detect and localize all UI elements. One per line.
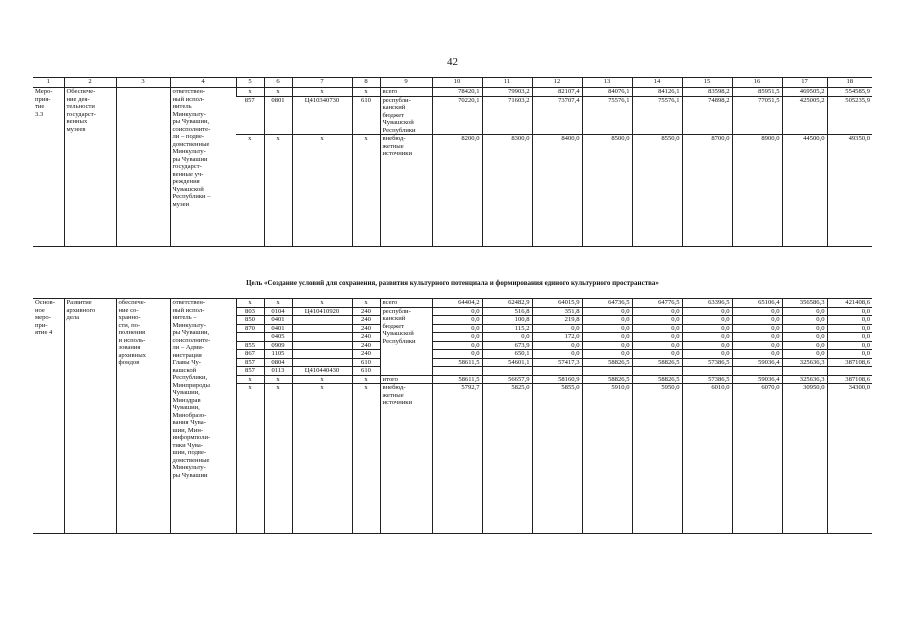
funding-source: внебюд- жетные источники bbox=[380, 384, 432, 534]
amount-cell: 0,0 bbox=[827, 324, 872, 333]
amount-cell: 0,0 bbox=[432, 307, 482, 316]
event-goal: обеспече- ние со- хранно- сти, по- полнения и исполь- зования архивных фондов bbox=[116, 299, 170, 534]
amount-cell: 0,0 bbox=[682, 350, 732, 359]
code-target: Ц410340730 bbox=[292, 96, 352, 135]
code-grbs: 867 bbox=[236, 350, 264, 359]
column-number: 7 bbox=[292, 78, 352, 88]
amount-cell: 0,0 bbox=[582, 316, 632, 325]
budget-table-block-2 bbox=[33, 298, 872, 534]
amount-cell: 219,8 bbox=[532, 316, 582, 325]
code-grbs: х bbox=[236, 135, 264, 247]
amount-cell: 8300,0 bbox=[482, 135, 532, 247]
column-number: 5 bbox=[236, 78, 264, 88]
column-number: 17 bbox=[782, 78, 827, 88]
code-expense-type: х bbox=[352, 135, 380, 247]
amount-cell bbox=[482, 367, 532, 376]
amount-cell bbox=[432, 367, 482, 376]
amount-cell: 0,0 bbox=[782, 333, 827, 342]
amount-cell: 0,0 bbox=[827, 307, 872, 316]
amount-cell: 64404,2 bbox=[432, 299, 482, 308]
amount-cell: 57386,5 bbox=[682, 375, 732, 384]
amount-cell: 0,0 bbox=[582, 341, 632, 350]
code-grbs: 850 bbox=[236, 316, 264, 325]
amount-cell: 100,8 bbox=[482, 316, 532, 325]
code-target: х bbox=[292, 299, 352, 308]
amount-cell: 0,0 bbox=[582, 350, 632, 359]
amount-cell: 425005,2 bbox=[782, 96, 827, 135]
amount-cell bbox=[582, 367, 632, 376]
code-section: 0104 bbox=[264, 307, 292, 316]
amount-cell: 82107,4 bbox=[532, 88, 582, 97]
amount-cell: 6010,0 bbox=[682, 384, 732, 534]
amount-cell bbox=[732, 367, 782, 376]
column-number: 11 bbox=[482, 78, 532, 88]
column-number: 13 bbox=[582, 78, 632, 88]
amount-cell: 0,0 bbox=[432, 341, 482, 350]
table-row bbox=[33, 88, 872, 97]
code-section: х bbox=[264, 375, 292, 384]
amount-cell: 0,0 bbox=[827, 350, 872, 359]
amount-cell: 59036,4 bbox=[732, 375, 782, 384]
amount-cell: 84126,1 bbox=[632, 88, 682, 97]
event-number: Меро- прия- тие 3.3 bbox=[35, 88, 53, 118]
code-section: 0401 bbox=[264, 324, 292, 333]
code-target bbox=[292, 350, 352, 359]
funding-source: внебюд- жетные источники bbox=[380, 135, 432, 247]
code-target bbox=[292, 316, 352, 325]
code-expense-type: х bbox=[352, 375, 380, 384]
amount-cell: 650,1 bbox=[482, 350, 532, 359]
column-number: 8 bbox=[352, 78, 380, 88]
code-expense-type: х bbox=[352, 299, 380, 308]
code-section: х bbox=[264, 135, 292, 247]
amount-cell: 0,0 bbox=[732, 307, 782, 316]
code-target: х bbox=[292, 135, 352, 247]
amount-cell: 0,0 bbox=[632, 316, 682, 325]
column-number: 2 bbox=[64, 78, 116, 88]
amount-cell: 0,0 bbox=[532, 350, 582, 359]
amount-cell: 8200,0 bbox=[432, 135, 482, 247]
code-section: 0113 bbox=[264, 367, 292, 376]
code-expense-type: 240 bbox=[352, 307, 380, 316]
amount-cell: 505235,9 bbox=[827, 96, 872, 135]
column-number: 15 bbox=[682, 78, 732, 88]
amount-cell: 58611,5 bbox=[432, 358, 482, 367]
amount-cell: 0,0 bbox=[732, 333, 782, 342]
amount-cell: 0,0 bbox=[482, 333, 532, 342]
amount-cell: 0,0 bbox=[582, 307, 632, 316]
amount-cell: 387108,6 bbox=[827, 358, 872, 367]
code-grbs: 855 bbox=[236, 341, 264, 350]
amount-cell bbox=[532, 367, 582, 376]
amount-cell: 5950,0 bbox=[632, 384, 682, 534]
amount-cell: 58826,5 bbox=[632, 375, 682, 384]
amount-cell: 64015,9 bbox=[532, 299, 582, 308]
amount-cell: 516,8 bbox=[482, 307, 532, 316]
amount-cell: 58826,5 bbox=[582, 358, 632, 367]
responsible-executor: ответствен- ный испол- нитель Минкульту- ры Чувашии, соисполните- ли – подве- домственные Минкульту- ры Чувашии государст- венные уч- реждения Чувашской Республики – музеи bbox=[170, 88, 236, 247]
amount-cell: 0,0 bbox=[782, 341, 827, 350]
amount-cell: 0,0 bbox=[732, 324, 782, 333]
code-section: 0405 bbox=[264, 333, 292, 342]
code-section: х bbox=[264, 384, 292, 534]
amount-cell bbox=[632, 367, 682, 376]
amount-cell: 8700,0 bbox=[682, 135, 732, 247]
code-expense-type: х bbox=[352, 88, 380, 97]
amount-cell: 0,0 bbox=[682, 316, 732, 325]
amount-cell: 0,0 bbox=[732, 341, 782, 350]
code-grbs: 857 bbox=[236, 358, 264, 367]
amount-cell: 0,0 bbox=[782, 316, 827, 325]
amount-cell: 77051,5 bbox=[732, 96, 782, 135]
code-expense-type: х bbox=[352, 384, 380, 534]
amount-cell: 5825,0 bbox=[482, 384, 532, 534]
column-number: 1 bbox=[33, 78, 64, 88]
amount-cell: 421408,6 bbox=[827, 299, 872, 308]
table-row bbox=[33, 299, 872, 308]
amount-cell: 64776,5 bbox=[632, 299, 682, 308]
code-section: 0909 bbox=[264, 341, 292, 350]
amount-cell: 0,0 bbox=[632, 324, 682, 333]
column-number: 10 bbox=[432, 78, 482, 88]
amount-cell: 78420,1 bbox=[432, 88, 482, 97]
code-expense-type: 240 bbox=[352, 324, 380, 333]
code-target: х bbox=[292, 384, 352, 534]
amount-cell: 0,0 bbox=[782, 307, 827, 316]
amount-cell bbox=[827, 367, 872, 376]
amount-cell: 0,0 bbox=[732, 316, 782, 325]
code-target: Ц410410920 bbox=[292, 307, 352, 316]
amount-cell: 34300,0 bbox=[827, 384, 872, 534]
code-grbs: х bbox=[236, 88, 264, 97]
amount-cell: 0,0 bbox=[632, 341, 682, 350]
code-target: х bbox=[292, 88, 352, 97]
amount-cell: 325636,3 bbox=[782, 375, 827, 384]
code-grbs: х bbox=[236, 299, 264, 308]
event-goal bbox=[116, 88, 170, 247]
amount-cell: 0,0 bbox=[432, 316, 482, 325]
funding-source: итого bbox=[380, 375, 432, 384]
amount-cell: 0,0 bbox=[682, 324, 732, 333]
amount-cell bbox=[782, 367, 827, 376]
code-expense-type: 240 bbox=[352, 350, 380, 359]
code-expense-type: 240 bbox=[352, 333, 380, 342]
amount-cell bbox=[682, 367, 732, 376]
code-section: 0801 bbox=[264, 96, 292, 135]
amount-cell: 63396,5 bbox=[682, 299, 732, 308]
amount-cell: 673,9 bbox=[482, 341, 532, 350]
column-number: 4 bbox=[170, 78, 236, 88]
responsible-executor: ответствен- ный испол- нитель – Минкульту- ры Чувашии, соисполните- ли – Адми- нистрация Главы Чу- вашской Республики, Минприроды Чувашии, Минздрав Чувашии, Минобразо- вания Чува- шии, Мин- информполи- тики Чува- шии, подве- домственные Минкульту- ры Чувашии bbox=[170, 299, 236, 534]
amount-cell: 58611,5 bbox=[432, 375, 482, 384]
code-target bbox=[292, 358, 352, 367]
code-expense-type: 610 bbox=[352, 367, 380, 376]
code-section: х bbox=[264, 299, 292, 308]
amount-cell: 469505,2 bbox=[782, 88, 827, 97]
amount-cell: 0,0 bbox=[432, 324, 482, 333]
amount-cell: 58160,9 bbox=[532, 375, 582, 384]
code-target: Ц410440430 bbox=[292, 367, 352, 376]
amount-cell: 30950,0 bbox=[782, 384, 827, 534]
amount-cell: 54601,1 bbox=[482, 358, 532, 367]
code-target bbox=[292, 324, 352, 333]
amount-cell: 0,0 bbox=[582, 324, 632, 333]
amount-cell: 59036,4 bbox=[732, 358, 782, 367]
amount-cell: 0,0 bbox=[432, 350, 482, 359]
event-number: Основ- ное меро- при- ятие 4 bbox=[35, 299, 55, 336]
funding-source: республи- канский бюджет Чувашской Республики bbox=[380, 307, 432, 375]
code-expense-type: 240 bbox=[352, 341, 380, 350]
header-row bbox=[33, 78, 872, 88]
code-expense-type: 610 bbox=[352, 96, 380, 135]
amount-cell: 0,0 bbox=[682, 341, 732, 350]
amount-cell: 5855,0 bbox=[532, 384, 582, 534]
code-grbs: 857 bbox=[236, 96, 264, 135]
column-number: 18 bbox=[827, 78, 872, 88]
amount-cell: 0,0 bbox=[632, 333, 682, 342]
event-name: Обеспече- ние дея- тельности государст- венных музеев bbox=[64, 88, 116, 247]
code-grbs: х bbox=[236, 375, 264, 384]
amount-cell: 57386,5 bbox=[682, 358, 732, 367]
amount-cell: 0,0 bbox=[532, 341, 582, 350]
amount-cell: 8550,0 bbox=[632, 135, 682, 247]
amount-cell: 351,8 bbox=[532, 307, 582, 316]
funding-source: республи- канский бюджет Чувашской Республики bbox=[380, 96, 432, 135]
code-grbs: 857 bbox=[236, 367, 264, 376]
column-number: 14 bbox=[632, 78, 682, 88]
amount-cell: 44500,0 bbox=[782, 135, 827, 247]
code-grbs: х bbox=[236, 384, 264, 534]
amount-cell: 62482,9 bbox=[482, 299, 532, 308]
amount-cell: 0,0 bbox=[827, 316, 872, 325]
amount-cell: 0,0 bbox=[432, 333, 482, 342]
amount-cell: 0,0 bbox=[582, 333, 632, 342]
funding-source: всего bbox=[380, 88, 432, 97]
event-name: Развитие архивного дела bbox=[64, 299, 116, 534]
amount-cell: 8400,0 bbox=[532, 135, 582, 247]
amount-cell: 554585,9 bbox=[827, 88, 872, 97]
column-number: 16 bbox=[732, 78, 782, 88]
amount-cell: 56657,9 bbox=[482, 375, 532, 384]
goal-heading: Цель «Создание условий для сохранения, развития культурного потенциала и формирования единого культурного пространства» bbox=[246, 279, 659, 287]
code-section: 0401 bbox=[264, 316, 292, 325]
amount-cell: 49350,0 bbox=[827, 135, 872, 247]
column-number: 9 bbox=[380, 78, 432, 88]
amount-cell: 8900,0 bbox=[732, 135, 782, 247]
code-grbs: 803 bbox=[236, 307, 264, 316]
code-expense-type: 610 bbox=[352, 358, 380, 367]
column-number: 6 bbox=[264, 78, 292, 88]
code-grbs bbox=[236, 333, 264, 342]
amount-cell: 75576,1 bbox=[632, 96, 682, 135]
code-target: х bbox=[292, 375, 352, 384]
amount-cell: 83598,2 bbox=[682, 88, 732, 97]
amount-cell: 70220,1 bbox=[432, 96, 482, 135]
funding-source: всего bbox=[380, 299, 432, 308]
amount-cell: 73707,4 bbox=[532, 96, 582, 135]
amount-cell: 0,0 bbox=[782, 324, 827, 333]
amount-cell: 74898,2 bbox=[682, 96, 732, 135]
page-number: 42 bbox=[447, 56, 458, 68]
code-target bbox=[292, 341, 352, 350]
code-section: 1105 bbox=[264, 350, 292, 359]
amount-cell: 0,0 bbox=[682, 307, 732, 316]
amount-cell: 5792,7 bbox=[432, 384, 482, 534]
amount-cell: 65106,4 bbox=[732, 299, 782, 308]
amount-cell: 0,0 bbox=[782, 350, 827, 359]
code-expense-type: 240 bbox=[352, 316, 380, 325]
code-grbs: 870 bbox=[236, 324, 264, 333]
code-section: х bbox=[264, 88, 292, 97]
code-section: 0804 bbox=[264, 358, 292, 367]
amount-cell: 57417,3 bbox=[532, 358, 582, 367]
amount-cell: 172,0 bbox=[532, 333, 582, 342]
budget-table-block-1 bbox=[33, 77, 872, 247]
amount-cell: 6070,0 bbox=[732, 384, 782, 534]
amount-cell: 0,0 bbox=[732, 350, 782, 359]
amount-cell: 8500,0 bbox=[582, 135, 632, 247]
amount-cell: 387108,6 bbox=[827, 375, 872, 384]
amount-cell: 85951,5 bbox=[732, 88, 782, 97]
amount-cell: 325636,3 bbox=[782, 358, 827, 367]
amount-cell: 0,0 bbox=[682, 333, 732, 342]
amount-cell: 356586,3 bbox=[782, 299, 827, 308]
amount-cell: 0,0 bbox=[827, 341, 872, 350]
amount-cell: 0,0 bbox=[632, 350, 682, 359]
amount-cell: 75576,1 bbox=[582, 96, 632, 135]
column-number: 3 bbox=[116, 78, 170, 88]
amount-cell: 58826,5 bbox=[632, 358, 682, 367]
amount-cell: 84076,1 bbox=[582, 88, 632, 97]
column-number: 12 bbox=[532, 78, 582, 88]
amount-cell: 0,0 bbox=[827, 333, 872, 342]
amount-cell: 71603,2 bbox=[482, 96, 532, 135]
amount-cell: 64736,5 bbox=[582, 299, 632, 308]
amount-cell: 0,0 bbox=[632, 307, 682, 316]
amount-cell: 5910,0 bbox=[582, 384, 632, 534]
amount-cell: 0,0 bbox=[532, 324, 582, 333]
amount-cell: 79903,2 bbox=[482, 88, 532, 97]
amount-cell: 115,2 bbox=[482, 324, 532, 333]
code-target bbox=[292, 333, 352, 342]
amount-cell: 58826,5 bbox=[582, 375, 632, 384]
